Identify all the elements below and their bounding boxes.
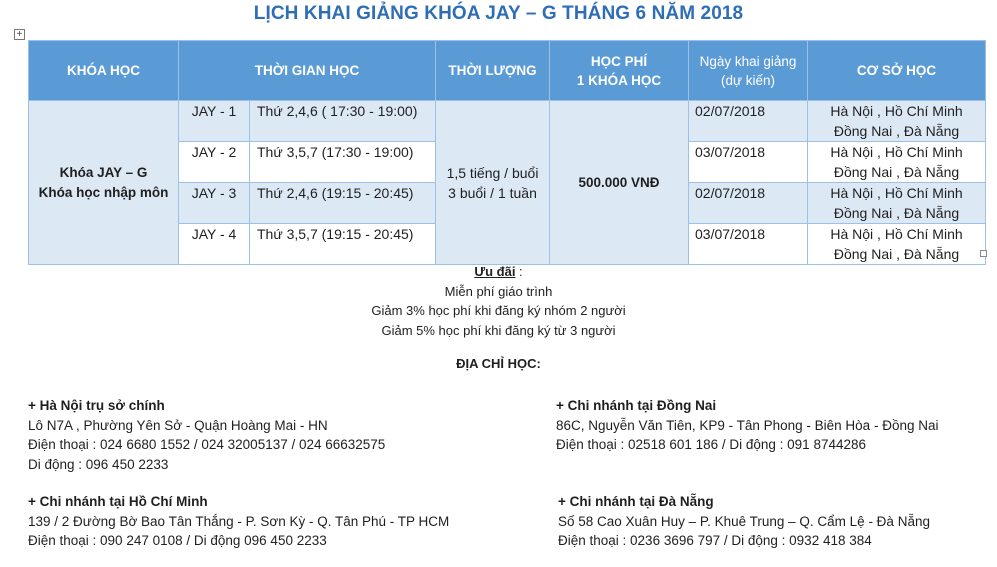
table-resize-handle[interactable] bbox=[980, 250, 987, 257]
class-code: JAY - 2 bbox=[179, 142, 250, 183]
branch-dongnai bbox=[556, 396, 938, 455]
fee-cell: 500.000 VNĐ bbox=[550, 101, 689, 265]
branch-address: 139 / 2 Đường Bờ Bao Tân Thắng - P. Sơn Kỳ - Q. Tân Phú - TP HCM bbox=[28, 513, 450, 529]
location-line1: Hà Nội , Hồ Chí Minh bbox=[830, 226, 963, 242]
branch-mobile: Di động : 096 450 2233 bbox=[28, 456, 169, 472]
table-header-row bbox=[29, 41, 986, 101]
branch-address: Lô N7A , Phường Yên Sở - Quận Hoàng Mai - HN bbox=[28, 417, 328, 433]
duration-line2: 3 buổi / 1 tuần bbox=[448, 184, 537, 201]
class-code: JAY - 3 bbox=[179, 183, 250, 224]
location-cell bbox=[808, 101, 986, 142]
branch-address: 86C, Nguyễn Văn Tiên, KP9 - Tân Phong - Biên Hòa - Đồng Nai bbox=[556, 417, 939, 433]
branch-address: Số 58 Cao Xuân Huy – P. Khuê Trung – Q. Cẩm Lệ - Đà Nẵng bbox=[558, 513, 930, 529]
location-line1: Hà Nội , Hồ Chí Minh bbox=[830, 103, 963, 119]
branch-name: + Chi nhánh tại Hồ Chí Minh bbox=[28, 494, 208, 509]
offers-heading-suffix: : bbox=[515, 264, 523, 279]
offers-heading-line bbox=[0, 262, 997, 282]
header-start-line1: Ngày khai giảng bbox=[699, 53, 797, 69]
branch-name: + Hà Nội trụ sở chính bbox=[28, 398, 165, 413]
header-fee-line2: 1 KHÓA HỌC bbox=[576, 72, 662, 88]
address-title: ĐỊA CHỈ HỌC: bbox=[456, 356, 541, 371]
offer-item: Giảm 3% học phí khi đăng ký nhóm 2 người bbox=[371, 303, 626, 318]
table-row bbox=[29, 101, 986, 142]
class-time: Thứ 2,4,6 (19:15 - 20:45) bbox=[250, 183, 436, 224]
branch-phone: Điện thoại : 090 247 0108 / Di động 096 450 2233 bbox=[28, 533, 327, 548]
location-line2: Đồng Nai , Đà Nẵng bbox=[833, 205, 960, 221]
branch-danang bbox=[558, 492, 930, 551]
page-title: LỊCH KHAI GIẢNG KHÓA JAY – G THÁNG 6 NĂM 2018 bbox=[253, 3, 744, 24]
header-time: THỜI GIAN HỌC bbox=[179, 41, 436, 101]
start-date: 02/07/2018 bbox=[689, 183, 808, 224]
start-date: 02/07/2018 bbox=[689, 101, 808, 142]
offers-heading: Ưu đãi bbox=[474, 264, 516, 279]
duration-cell bbox=[436, 101, 550, 265]
branch-name: + Chi nhánh tại Đà Nẵng bbox=[558, 494, 714, 509]
course-cell bbox=[29, 101, 179, 265]
schedule-table bbox=[28, 40, 986, 265]
location-cell bbox=[808, 183, 986, 224]
header-location: CƠ SỞ HỌC bbox=[808, 41, 986, 101]
offer-item: Miễn phí giáo trình bbox=[444, 283, 553, 299]
class-code: JAY - 1 bbox=[179, 101, 250, 142]
class-code: JAY - 4 bbox=[179, 224, 250, 265]
branch-phone: Điện thoại : 02518 601 186 / Di động : 091 8744286 bbox=[556, 437, 866, 452]
header-fee-line1: HỌC PHÍ bbox=[590, 53, 648, 69]
branch-phone: Điện thoại : 0236 3696 797 / Di động : 0932 418 384 bbox=[558, 533, 872, 548]
branch-name: + Chi nhánh tại Đồng Nai bbox=[556, 398, 717, 413]
offers-section bbox=[0, 262, 997, 340]
class-time: Thứ 3,5,7 (19:15 - 20:45) bbox=[250, 224, 436, 265]
location-line2: Đồng Nai , Đà Nẵng bbox=[833, 246, 960, 262]
header-duration: THỜI LƯỢNG bbox=[436, 41, 550, 101]
start-date: 03/07/2018 bbox=[689, 142, 808, 183]
branch-hcm bbox=[28, 492, 449, 551]
location-line2: Đồng Nai , Đà Nẵng bbox=[833, 123, 960, 139]
location-line1: Hà Nội , Hồ Chí Minh bbox=[830, 144, 963, 160]
course-subtitle: Khóa học nhập môn bbox=[38, 184, 169, 200]
course-name: Khóa JAY – G bbox=[59, 164, 148, 180]
branch-hanoi bbox=[28, 396, 385, 474]
header-start-line2: (dự kiến) bbox=[720, 72, 776, 88]
offer-item: Giảm 5% học phí khi đăng ký từ 3 người bbox=[381, 322, 616, 338]
table-move-handle-icon[interactable]: + bbox=[14, 29, 25, 40]
location-line1: Hà Nội , Hồ Chí Minh bbox=[830, 185, 963, 201]
header-start-date bbox=[689, 41, 808, 101]
start-date: 03/07/2018 bbox=[689, 224, 808, 265]
duration-line1: 1,5 tiếng / buổi bbox=[446, 164, 539, 181]
header-course: KHÓA HỌC bbox=[29, 41, 179, 101]
class-time: Thứ 3,5,7 (17:30 - 19:00) bbox=[250, 142, 436, 183]
location-cell bbox=[808, 224, 986, 265]
header-fee bbox=[550, 41, 689, 101]
location-cell bbox=[808, 142, 986, 183]
class-time: Thứ 2,4,6 ( 17:30 - 19:00) bbox=[250, 101, 436, 142]
branch-phone: Điện thoại : 024 6680 1552 / 024 32005137 / 024 66632575 bbox=[28, 437, 386, 452]
location-line2: Đồng Nai , Đà Nẵng bbox=[833, 164, 960, 180]
